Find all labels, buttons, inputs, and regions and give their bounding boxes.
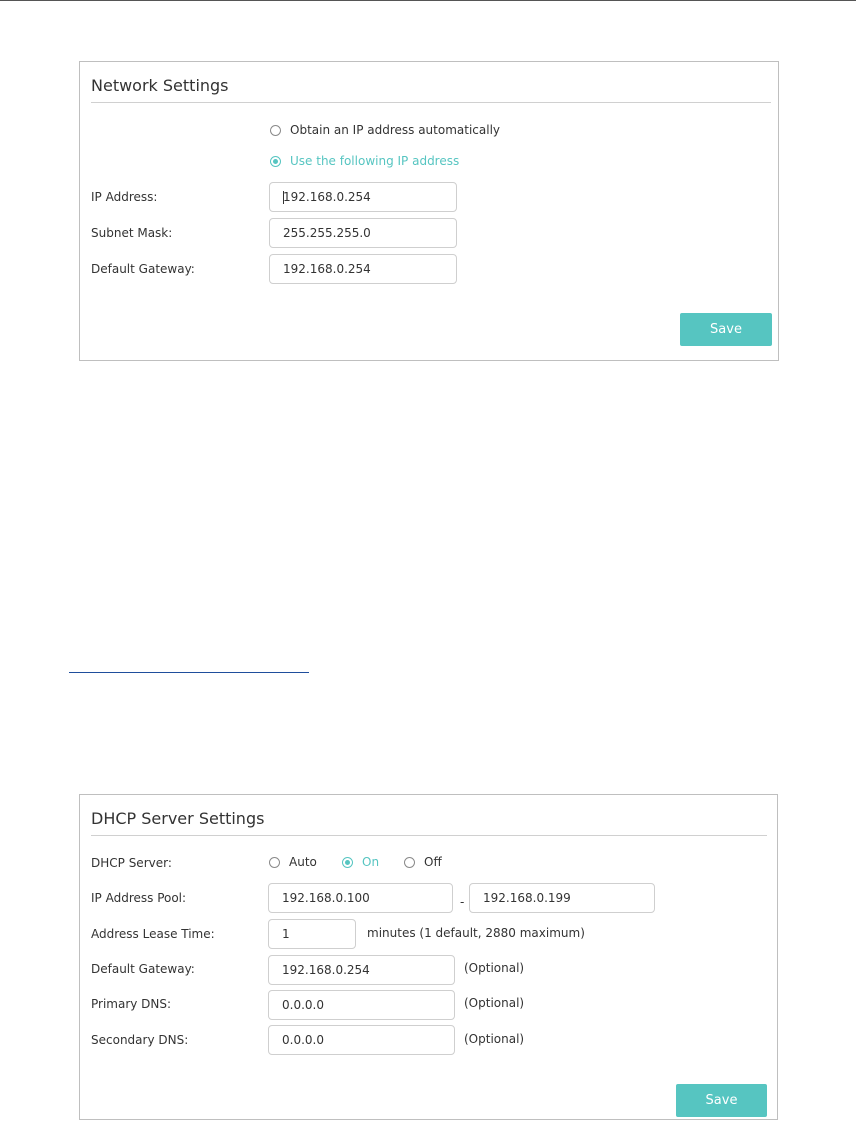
lease-time-input[interactable] [268, 919, 356, 949]
radio-dhcp-on[interactable] [342, 855, 379, 869]
radio-dhcp-auto[interactable] [269, 855, 317, 869]
ip-address-input[interactable] [269, 182, 457, 212]
lease-time-hint: minutes (1 default, 2880 maximum) [367, 926, 585, 940]
address-lease-time-label: Address Lease Time: [91, 927, 215, 941]
secondary-dns-optional-hint: (Optional) [464, 1032, 525, 1046]
radio-dhcp-auto-indicator[interactable] [269, 857, 280, 868]
text-cursor [283, 191, 284, 204]
secondary-dns-label: Secondary DNS: [91, 1033, 189, 1047]
radio-dhcp-auto-label: Auto [289, 855, 317, 869]
radio-auto-indicator[interactable] [270, 125, 281, 136]
default-gateway-optional-hint: (Optional) [464, 961, 525, 975]
radio-manual-label: Use the following IP address [290, 154, 460, 168]
radio-manual-indicator[interactable] [270, 156, 281, 167]
link-underline [69, 672, 309, 673]
default-gateway-input[interactable] [269, 254, 457, 284]
subnet-mask-label: Subnet Mask: [91, 226, 173, 240]
radio-dhcp-off[interactable] [404, 855, 442, 869]
radio-obtain-ip-automatically[interactable] [270, 123, 500, 137]
page-top-rule [0, 0, 856, 1]
radio-dhcp-off-label: Off [424, 855, 442, 869]
radio-dhcp-on-label: On [362, 855, 380, 869]
radio-dhcp-off-indicator[interactable] [404, 857, 415, 868]
network-settings-panel [79, 61, 779, 361]
ip-pool-separator: - [460, 895, 465, 909]
radio-use-following-ip[interactable] [270, 154, 459, 168]
primary-dns-input[interactable] [268, 990, 455, 1020]
network-save-button[interactable]: Save [680, 313, 772, 346]
primary-dns-optional-hint: (Optional) [464, 996, 525, 1010]
default-gateway-label: Default Gateway: [91, 262, 195, 276]
dhcp-server-label: DHCP Server: [91, 856, 172, 870]
ip-address-label: IP Address: [91, 190, 158, 204]
ip-pool-start-input[interactable] [268, 883, 453, 913]
dhcp-settings-title: DHCP Server Settings [91, 809, 265, 828]
network-settings-title: Network Settings [91, 76, 229, 95]
ip-pool-end-input[interactable] [469, 883, 655, 913]
secondary-dns-input[interactable] [268, 1025, 455, 1055]
dhcp-default-gateway-input[interactable] [268, 955, 455, 985]
ip-address-pool-label: IP Address Pool: [91, 891, 187, 905]
subnet-mask-input[interactable] [269, 218, 457, 248]
network-settings-divider [91, 102, 771, 103]
dhcp-settings-divider [91, 835, 767, 836]
dhcp-save-button[interactable]: Save [676, 1084, 767, 1117]
radio-dhcp-on-indicator[interactable] [342, 857, 353, 868]
primary-dns-label: Primary DNS: [91, 997, 172, 1011]
dhcp-default-gateway-label: Default Gateway: [91, 962, 195, 976]
radio-auto-label: Obtain an IP address automatically [290, 123, 501, 137]
dhcp-settings-panel [79, 794, 778, 1120]
